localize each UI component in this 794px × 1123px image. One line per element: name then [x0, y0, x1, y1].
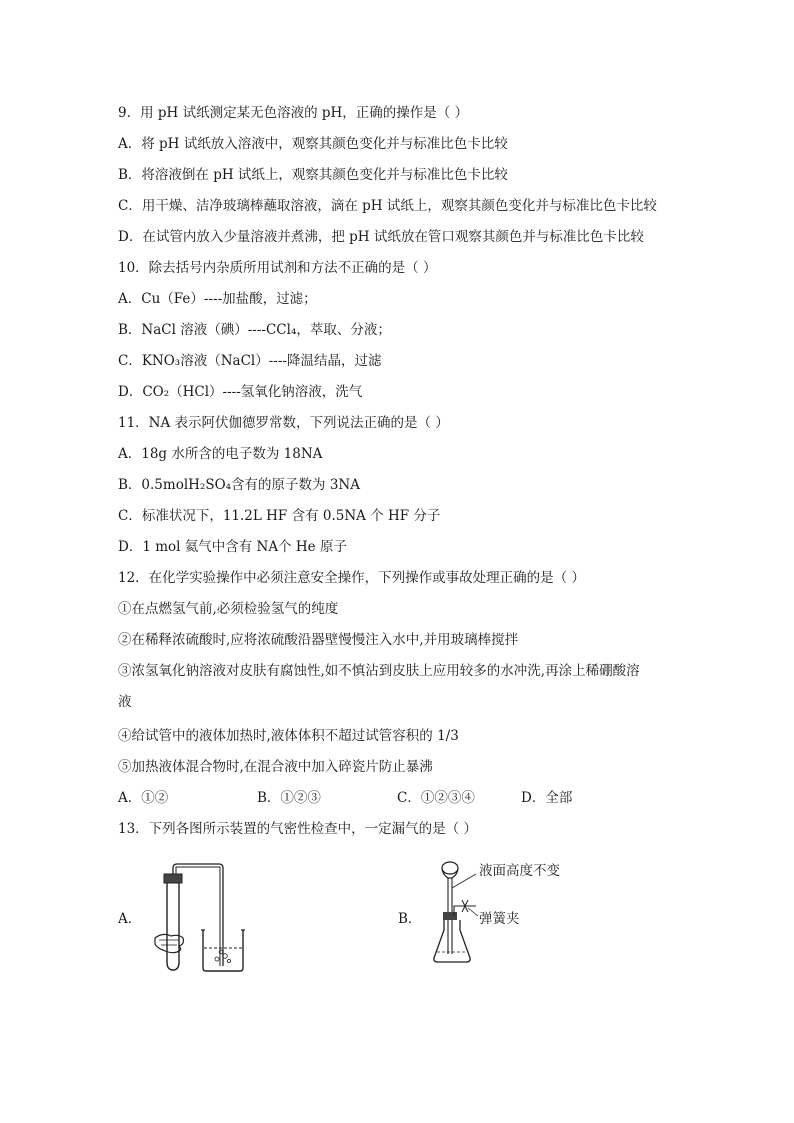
q13-figure-a	[145, 858, 245, 976]
q11-stem: 11．NA 表示阿伏伽德罗常数，下列说法正确的是（ ）	[118, 415, 449, 431]
q9-option-c: C．用干燥、洁净玻璃棒蘸取溶液，滴在 pH 试纸上，观察其颜色变化并与标准比色卡比较	[118, 198, 657, 214]
q10-option-b: B．NaCl 溶液（碘）----CCl₄，萃取、分液；	[118, 322, 391, 338]
q12-stem: 12．在化学实验操作中必须注意安全操作，下列操作或事故处理正确的是（ ）	[118, 570, 585, 586]
q13-figure-b-caption-clip: 弹簧夹	[479, 911, 520, 927]
q11-option-d: D．1 mol 氦气中含有 NA个 He 原子	[118, 539, 347, 555]
q12-option-d: D．全部	[521, 790, 573, 806]
q12-option-c: C．①②③④	[397, 790, 475, 806]
q13-figure-b-label: B．	[398, 911, 422, 927]
q11-option-c: C．标准状况下，11.2L HF 含有 0.5NA 个 HF 分子	[118, 508, 441, 524]
q12-option-b: B．①②③	[257, 790, 321, 806]
q13-stem: 13．下列各图所示装置的气密性检查中，一定漏气的是（ ）	[118, 821, 477, 837]
q10-option-c: C．KNO₃溶液（NaCl）----降温结晶，过滤	[118, 353, 382, 369]
q12-statement-5: ⑤加热液体混合物时,在混合液中加入碎瓷片防止暴沸	[118, 759, 433, 775]
q9-stem: 9．用 pH 试纸测定某无色溶液的 pH，正确的操作是（ ）	[118, 105, 469, 121]
q12-statement-3-cont: 液	[118, 694, 132, 710]
q9-option-b: B．将溶液倒在 pH 试纸上，观察其颜色变化并与标准比色卡比较	[118, 167, 508, 183]
q12-statement-3: ③浓氢氧化钠溶液对皮肤有腐蚀性,如不慎沾到皮肤上应用较多的水冲洗,再涂上稀硼酸溶	[118, 663, 640, 679]
q9-option-d: D．在试管内放入少量溶液并煮沸，把 pH 试纸放在管口观察其颜色并与标准比色卡比较	[118, 229, 644, 245]
q12-statement-1: ①在点燃氢气前,必须检验氢气的纯度	[118, 601, 339, 617]
q13-figure-b-caption-level: 液面高度不变	[479, 863, 560, 879]
q10-option-d: D．CO₂（HCl）----氢氧化钠溶液，洗气	[118, 384, 363, 400]
q13-figure-a-label: A．	[118, 911, 142, 927]
q10-option-a: A．Cu（Fe）----加盐酸，过滤；	[118, 291, 317, 307]
q12-option-a: A．①②	[118, 790, 169, 806]
q11-option-a: A．18g 水所含的电子数为 18NA	[118, 446, 323, 462]
q9-option-a: A．将 pH 试纸放入溶液中，观察其颜色变化并与标准比色卡比较	[118, 136, 508, 152]
q12-statement-2: ②在稀释浓硫酸时,应将浓硫酸沿器壁慢慢注入水中,并用玻璃棒搅拌	[118, 632, 519, 648]
q12-statement-4: ④给试管中的液体加热时,液体体积不超过试管容积的 1/3	[118, 728, 459, 744]
q11-option-b: B．0.5molH₂SO₄含有的原子数为 3NA	[118, 477, 360, 493]
q10-stem: 10．除去括号内杂质所用试剂和方法不正确的是（ ）	[118, 260, 437, 276]
q12-options	[118, 789, 638, 807]
